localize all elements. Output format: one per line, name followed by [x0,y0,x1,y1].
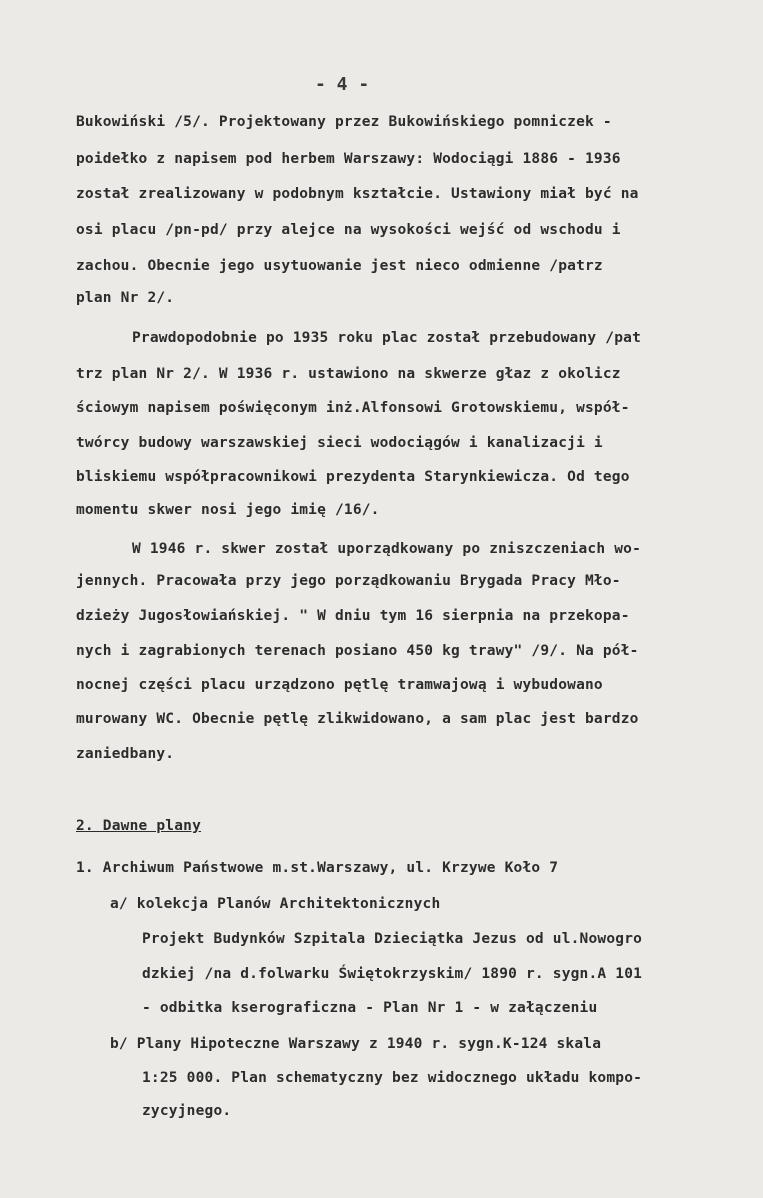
section-heading: 2. Dawne plany [76,818,202,834]
text-line: 1:25 000. Plan schematyczny bez widocznego układu kompo- [142,1070,643,1086]
text-line: został zrealizowany w podobnym kształcie. Ustawiony miał być na [76,186,639,202]
text-line: zachou. Obecnie jego usytuowanie jest nieco odmienne /patrz [76,258,603,274]
text-line: zycyjnego. [142,1103,232,1119]
text-line: dzieży Jugosłowiańskiej. " W dniu tym 16 sierpnia na przekopa- [76,608,630,624]
text-line: nocnej części placu urządzono pętlę tramwajową i wybudowano [76,677,603,693]
text-line: plan Nr 2/. [76,290,175,306]
text-line: W 1946 r. skwer został uporządkowany po zniszczeniach wo- [132,541,641,557]
text-line: bliskiemu współpracownikowi prezydenta Starynkiewicza. Od tego [76,469,630,485]
text-line: dzkiej /na d.folwarku Świętokrzyskim/ 1890 r. sygn.A 101 [142,966,643,982]
text-line: poidełko z napisem pod herbem Warszawy: Wodociągi 1886 - 1936 [76,151,621,167]
text-line: ściowym napisem poświęconym inż.Alfonsowi Grotowskiemu, współ- [76,400,630,416]
text-line: jennych. Pracowała przy jego porządkowaniu Brygada Pracy Mło- [76,573,621,589]
text-line: nych i zagrabionych terenach posiano 450 kg trawy" /9/. Na pół- [76,643,639,659]
text-line: twórcy budowy warszawskiej sieci wodociągów i kanalizacji i [76,435,603,451]
text-line: Prawdopodobnie po 1935 roku plac został przebudowany /pat [132,330,641,346]
text-line: 1. Archiwum Państwowe m.st.Warszawy, ul. Krzywe Koło 7 [76,860,559,876]
text-line: momentu skwer nosi jego imię /16/. [76,502,380,518]
page-number: - 4 - [315,74,370,95]
text-line: b/ Plany Hipoteczne Warszawy z 1940 r. sygn.K-124 skala [110,1036,602,1052]
text-line: zaniedbany. [76,746,175,762]
text-line: trz plan Nr 2/. W 1936 r. ustawiono na skwerze głaz z okolicz [76,366,621,382]
text-line: murowany WC. Obecnie pętlę zlikwidowano, a sam plac jest bardzo [76,711,639,727]
text-line: osi placu /pn-pd/ przy alejce na wysokości wejść od wschodu i [76,222,621,238]
text-line: Projekt Budynków Szpitala Dzieciątka Jezus od ul.Nowogro [142,931,643,947]
text-line: - odbitka kserograficzna - Plan Nr 1 - w załączeniu [142,1000,598,1016]
text-line: a/ kolekcja Planów Architektonicznych [110,896,441,912]
text-line: Bukowiński /5/. Projektowany przez Bukowińskiego pomniczek - [76,114,612,130]
